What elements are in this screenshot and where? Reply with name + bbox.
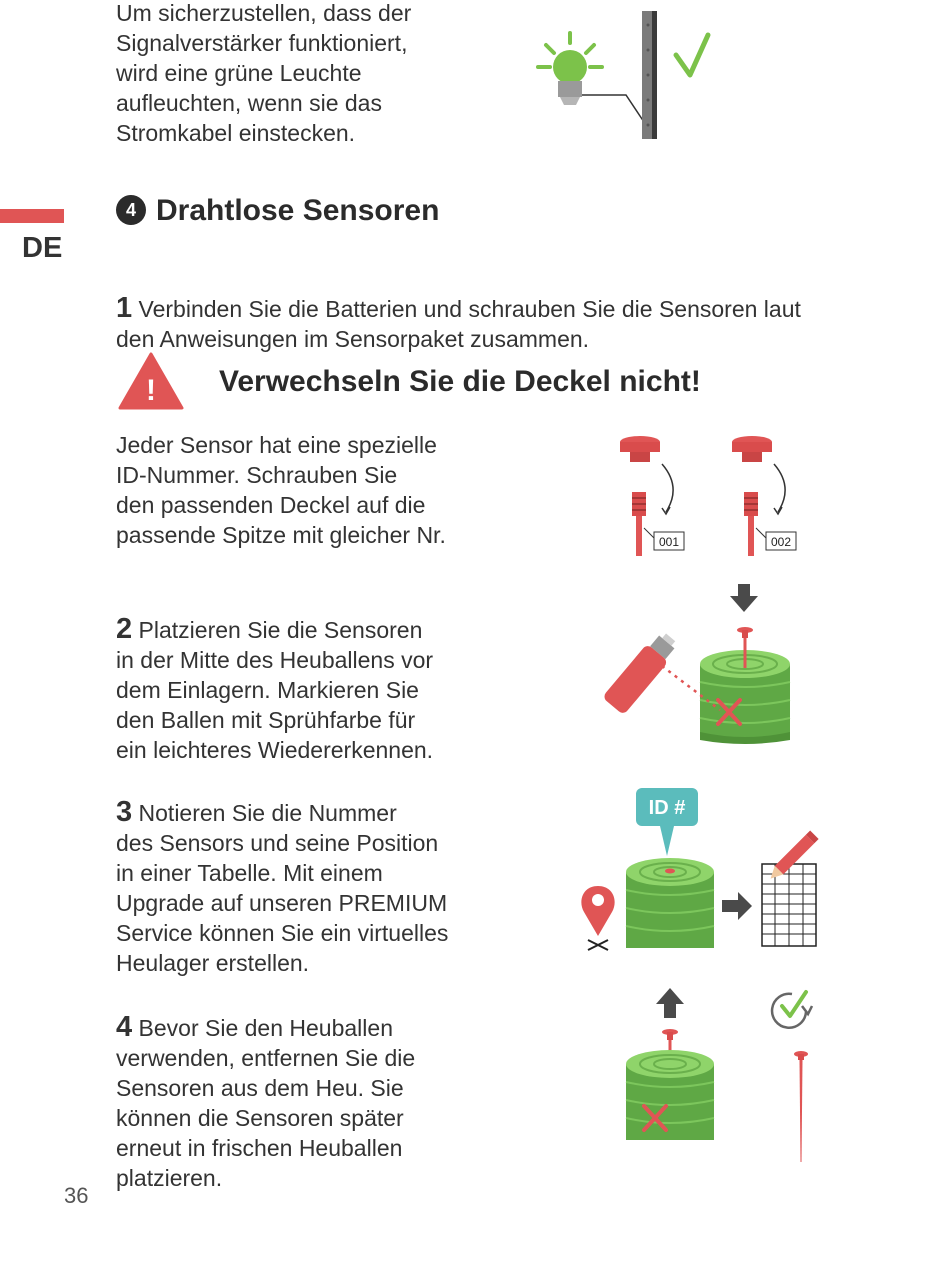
page-number: 36	[64, 1183, 89, 1208]
warning-title: Verwechseln Sie die Deckel nicht!	[219, 365, 701, 398]
step-2	[116, 584, 433, 765]
step-number: 3	[116, 796, 133, 828]
right-arrow-icon	[722, 892, 752, 920]
sensor-id-label-001: 001	[658, 535, 680, 549]
remove-sensor-illustration	[620, 988, 830, 1168]
refresh-check-icon	[772, 992, 812, 1028]
hay-bale-spray-illustration	[590, 582, 800, 752]
language-tab: DE	[22, 232, 63, 264]
location-pin-icon	[581, 886, 614, 950]
step-text: Verbinden Sie die Batterien und schrauben Sie die Sensoren laut den Anweisungen im Sensorpaket zusammen.	[116, 296, 801, 352]
record-position-illustration	[578, 786, 828, 956]
down-arrow-icon	[730, 584, 758, 612]
sensor-cap-001	[620, 436, 684, 556]
step-1	[116, 263, 876, 354]
sensor-caps-illustration	[610, 432, 810, 562]
sensor-cap-002	[732, 436, 796, 556]
step-number: 1	[116, 292, 133, 324]
step-text: Notieren Sie die Nummer des Sensors und seine Position in einer Tabelle. Mit einem Upgrade auf unseren PREMIUM Service können Sie ein virtuelles Heulager erstellen.	[116, 800, 449, 976]
step-3	[116, 767, 448, 978]
section-title: Drahtlose Sensoren	[156, 194, 440, 227]
signal-amplifier-illustration	[530, 5, 730, 145]
warning-symbol: !	[146, 374, 156, 407]
language-tab-bar	[0, 209, 64, 223]
up-arrow-icon	[656, 988, 684, 1018]
step-number: 4	[116, 1011, 133, 1043]
intro-text: Um sicherzustellen, dass der Signalverstärker funktioniert, wird eine grüne Leuchte aufleuchten, wenn sie das Stromkabel einstecken.	[116, 0, 412, 146]
checkmark-icon	[676, 35, 708, 75]
section-heading	[116, 194, 439, 228]
step-text: Bevor Sie den Heuballen verwenden, entfernen Sie die Sensoren aus dem Heu. Sie können die Sensoren später erneut in frischen Heuballen platzieren.	[116, 1015, 416, 1191]
id-bubble	[636, 788, 698, 856]
spreadsheet-icon	[762, 864, 816, 946]
step-number: 2	[116, 613, 133, 645]
green-lamp-icon	[553, 50, 587, 84]
section-number: 4	[116, 195, 146, 225]
id-bubble-label: ID #	[648, 797, 686, 819]
sensor-probe	[794, 1051, 808, 1162]
sensor-id-label-002: 002	[770, 535, 792, 549]
hay-bale	[626, 1050, 714, 1140]
warning-text: Jeder Sensor hat eine spezielle ID-Nummer. Schrauben Sie den passenden Deckel auf die passende Spitze mit gleicher Nr.	[116, 432, 446, 548]
hay-bale	[626, 858, 714, 948]
step-text: Platzieren Sie die Sensoren in der Mitte des Heuballens vor dem Einlagern. Markieren Sie den Ballen mit Sprühfarbe für ein leichteres Wiedererkennen.	[116, 617, 434, 763]
warning-triangle-icon	[118, 352, 184, 410]
step-4	[116, 982, 415, 1193]
